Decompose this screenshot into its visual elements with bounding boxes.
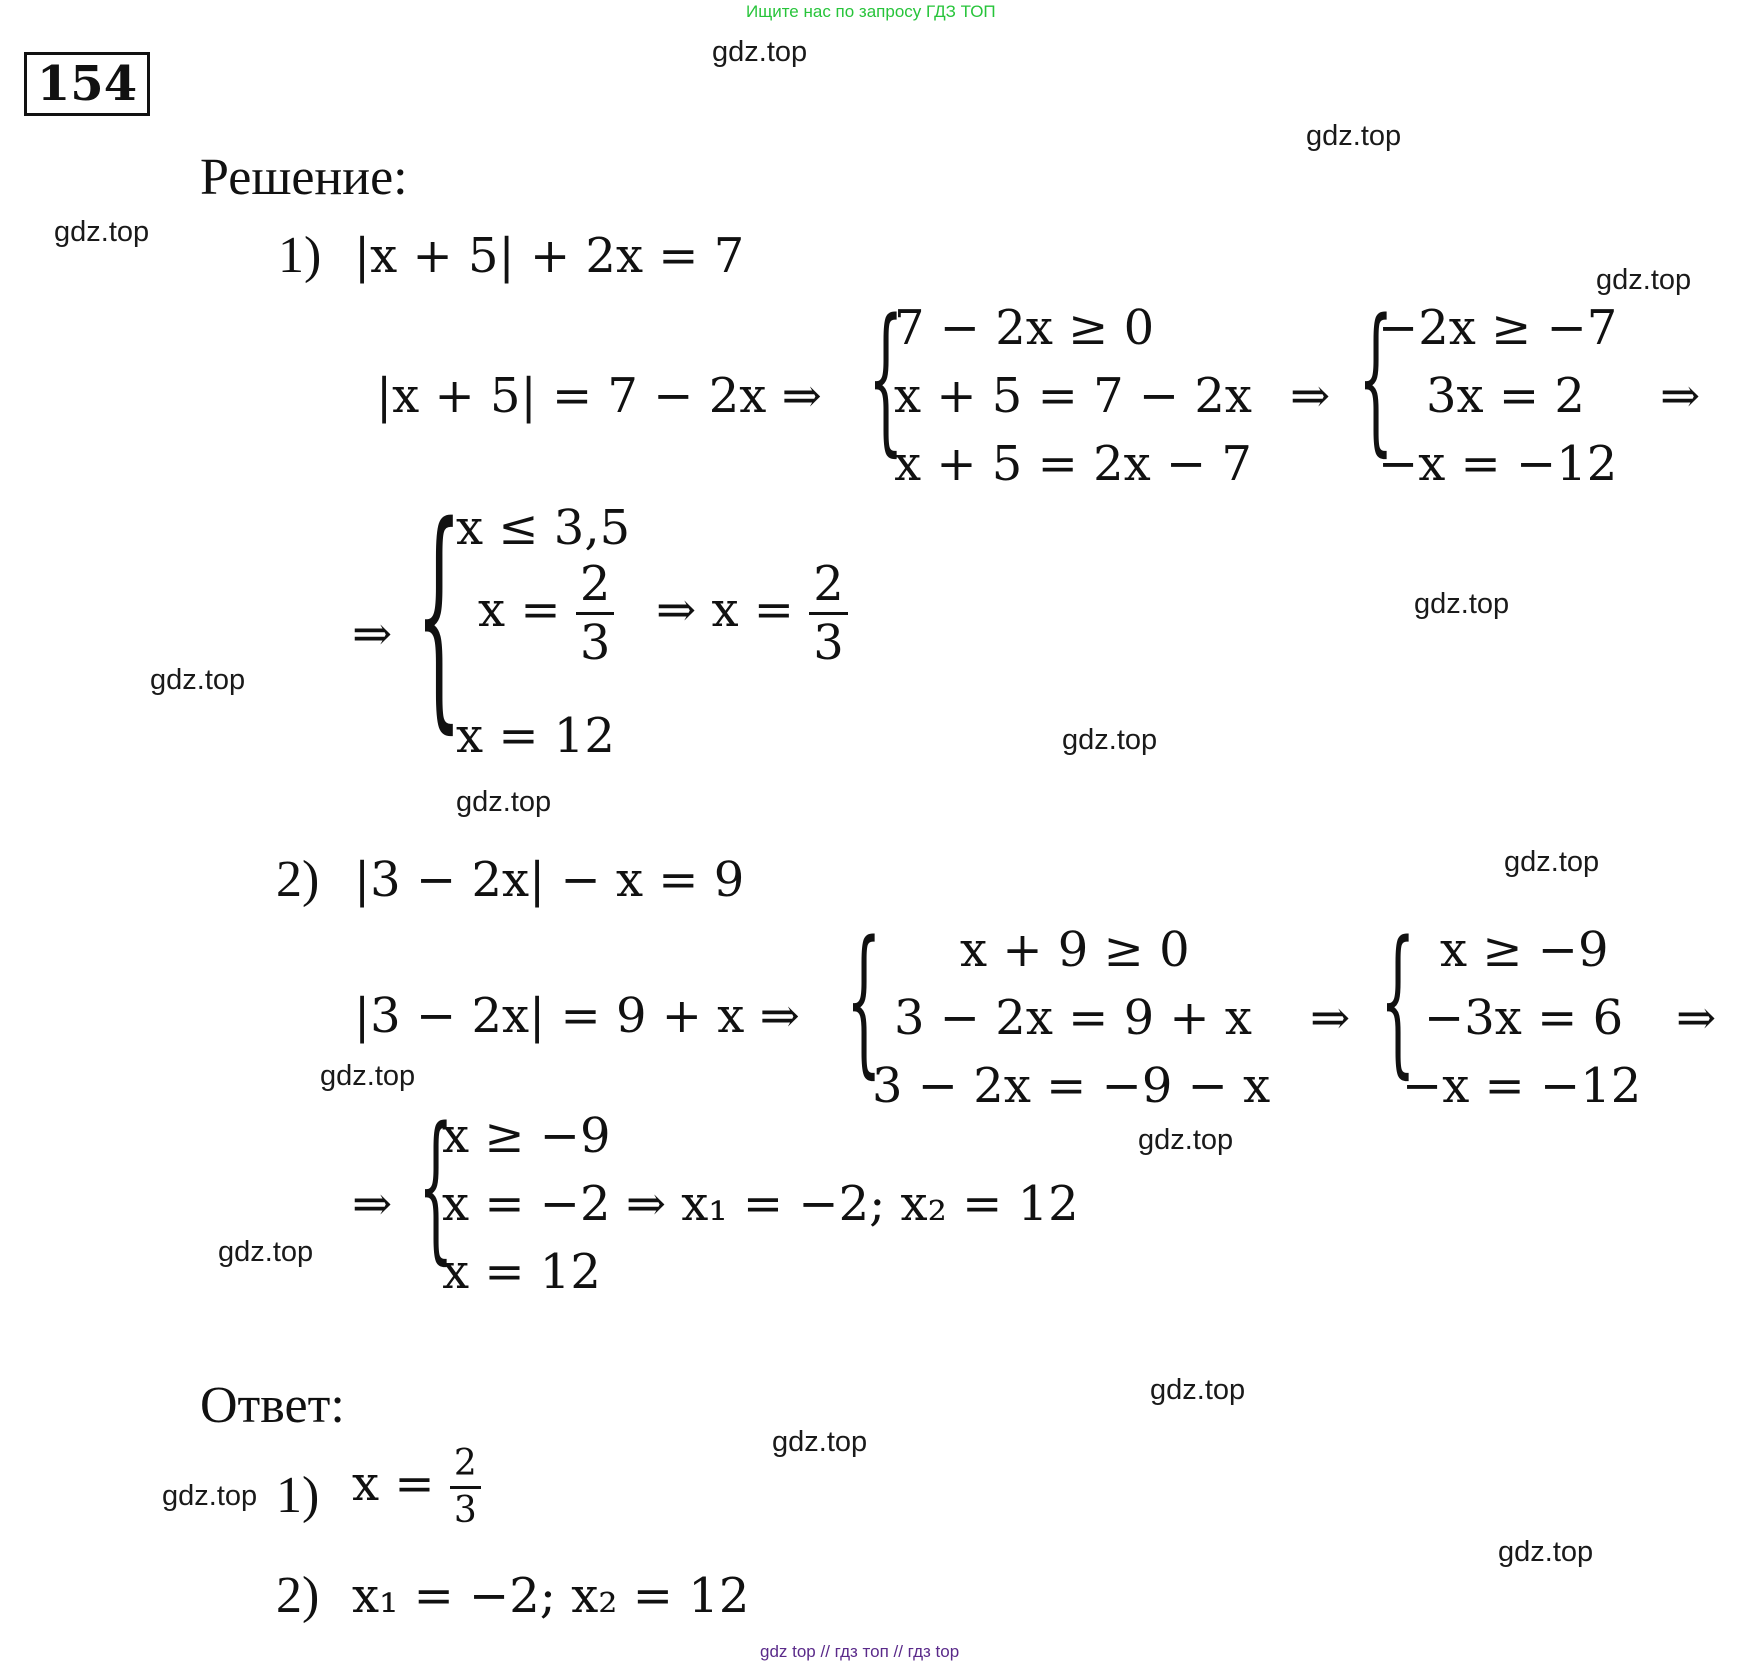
watermark-10: gdz.top bbox=[320, 1060, 416, 1092]
answer1-lhs: x = bbox=[352, 1456, 435, 1512]
part1-system2-row2: 3x = 2 bbox=[1426, 368, 1585, 424]
watermark-15: gdz.top bbox=[162, 1480, 258, 1512]
watermark-8: gdz.top bbox=[456, 786, 552, 818]
watermark-12: gdz.top bbox=[218, 1236, 314, 1268]
part1-system1-row3: x + 5 = 2x − 7 bbox=[894, 436, 1252, 492]
part1-result-frac-num: 2 bbox=[809, 560, 848, 615]
part1-system2-row3: −x = −12 bbox=[1378, 436, 1618, 492]
part1-step-lhs: |x + 5| = 7 − 2x ⇒ bbox=[376, 368, 822, 424]
watermark-6: gdz.top bbox=[150, 664, 246, 696]
part1-system3-frac-den: 3 bbox=[579, 615, 611, 671]
part1-system3-row1: x ≤ 3,5 bbox=[456, 500, 631, 556]
part1-equation: |x + 5| + 2x = 7 bbox=[354, 228, 745, 284]
part2-label: 2) bbox=[276, 851, 320, 908]
part2-system2-row3: −x = −12 bbox=[1402, 1058, 1642, 1114]
part1-system3-row2 bbox=[478, 556, 614, 671]
watermark-4: gdz.top bbox=[1596, 264, 1692, 296]
part1-system1-row1: 7 − 2x ≥ 0 bbox=[894, 300, 1155, 356]
answer1-fraction bbox=[450, 1443, 481, 1531]
part2-arrow3: ⇒ bbox=[352, 1176, 393, 1232]
part2-system1-row1: x + 9 ≥ 0 bbox=[960, 922, 1190, 978]
part1-system2-row1: −2x ≥ −7 bbox=[1378, 300, 1618, 356]
part1-label: 1) bbox=[278, 227, 322, 284]
watermark-1: gdz.top bbox=[712, 36, 808, 68]
answer1 bbox=[352, 1443, 481, 1531]
part2-system3-row1: x ≥ −9 bbox=[442, 1108, 611, 1164]
part1-result-lhs: ⇒ x = bbox=[656, 582, 795, 638]
watermark-2: gdz.top bbox=[1306, 120, 1402, 152]
watermark-16: gdz.top bbox=[1498, 1536, 1594, 1568]
part2-system3-row3: x = 12 bbox=[442, 1244, 601, 1300]
part2-system2-row2: −3x = 6 bbox=[1424, 990, 1624, 1046]
part1-system1-brace: { bbox=[868, 284, 904, 471]
solution-heading: Решение: bbox=[200, 149, 408, 206]
part2-system2-row1: x ≥ −9 bbox=[1440, 922, 1609, 978]
part2-system1-brace: { bbox=[846, 906, 882, 1093]
part1-arrow3: ⇒ bbox=[352, 606, 393, 662]
watermark-7: gdz.top bbox=[1062, 724, 1158, 756]
watermark-3: gdz.top bbox=[54, 216, 150, 248]
part2-system3-brace: { bbox=[418, 1092, 454, 1279]
top-banner: Ищите нас по запросу ГДЗ ТОП bbox=[746, 2, 996, 21]
answer2: x₁ = −2; x₂ = 12 bbox=[352, 1568, 750, 1624]
watermark-9: gdz.top bbox=[1504, 846, 1600, 878]
watermark-11: gdz.top bbox=[1138, 1124, 1234, 1156]
watermark-14: gdz.top bbox=[772, 1426, 868, 1458]
watermark-5: gdz.top bbox=[1414, 588, 1510, 620]
part1-system3-row3: x = 12 bbox=[456, 708, 615, 764]
part2-arrow2: ⇒ bbox=[1676, 990, 1717, 1046]
part2-system2-brace: { bbox=[1380, 906, 1416, 1093]
part1-result-fraction bbox=[809, 556, 848, 671]
part1-system3-row2-lhs: x = bbox=[478, 582, 561, 638]
watermark-13: gdz.top bbox=[1150, 1374, 1246, 1406]
part2-equation: |3 − 2x| − x = 9 bbox=[354, 852, 745, 908]
footer: gdz top // гдз топ // гдз top bbox=[760, 1642, 960, 1661]
part2-system1-row3: 3 − 2x = −9 − x bbox=[872, 1058, 1271, 1114]
answer-heading: Ответ: bbox=[200, 1377, 345, 1434]
part1-system1-row2: x + 5 = 7 − 2x bbox=[894, 368, 1252, 424]
problem-number: 154 bbox=[24, 52, 150, 116]
part1-system2-brace: { bbox=[1358, 284, 1394, 471]
part2-arrow1: ⇒ bbox=[1310, 990, 1351, 1046]
part1-arrow2: ⇒ bbox=[1660, 368, 1701, 424]
answer2-label: 2) bbox=[276, 1567, 320, 1624]
answer1-frac-den: 3 bbox=[453, 1490, 477, 1531]
part1-arrow1: ⇒ bbox=[1290, 368, 1331, 424]
part1-system3-fraction bbox=[576, 556, 615, 671]
answer1-label: 1) bbox=[276, 1467, 320, 1524]
part2-system1-row2: 3 − 2x = 9 + x bbox=[894, 990, 1252, 1046]
part1-result-frac-den: 3 bbox=[813, 615, 844, 671]
part2-step-lhs: |3 − 2x| = 9 + x ⇒ bbox=[354, 988, 800, 1044]
part1-system3-brace: { bbox=[416, 474, 462, 754]
part1-system3-frac-num: 2 bbox=[576, 560, 615, 615]
answer1-frac-num: 2 bbox=[450, 1446, 481, 1489]
part1-result bbox=[656, 556, 848, 671]
part2-system3-row2: x = −2 ⇒ x₁ = −2; x₂ = 12 bbox=[442, 1176, 1079, 1232]
